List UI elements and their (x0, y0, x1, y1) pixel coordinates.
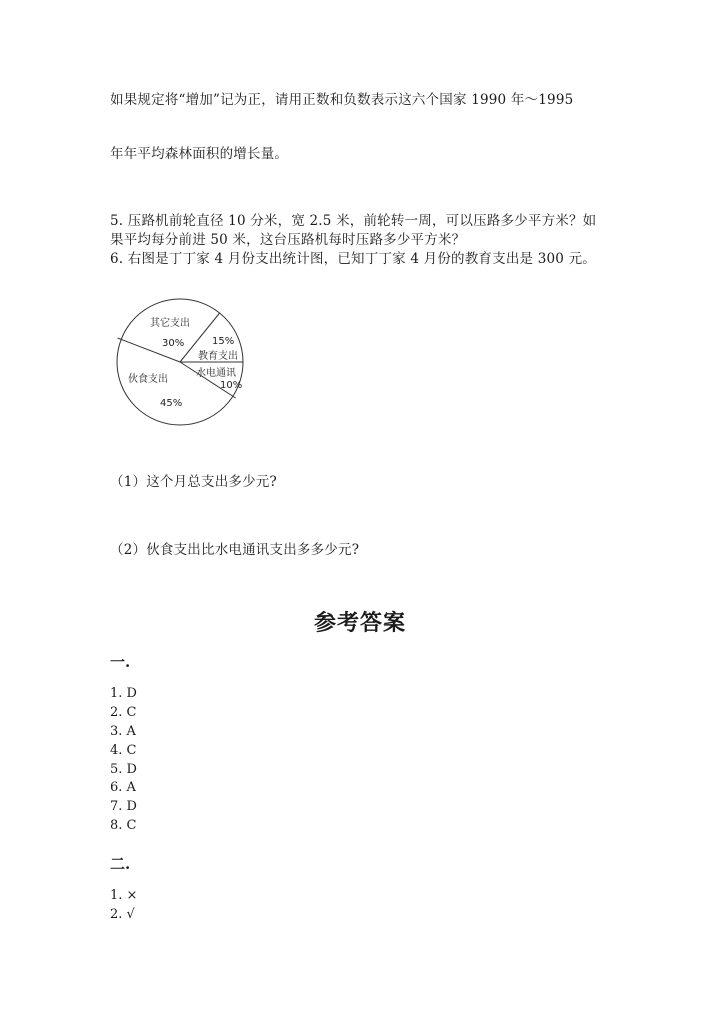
sub-question-2: （2）伙食支出比水电通讯支出多多少元? (110, 542, 360, 558)
expense-pie-chart (112, 298, 252, 428)
answer-item: 2. √ (110, 907, 135, 922)
answer-item: 5. D (110, 762, 137, 777)
answer-item: 2. C (110, 705, 137, 720)
pie-label-util-name: 水电通讯 (196, 368, 236, 379)
answer-item: 1. × (110, 888, 138, 903)
answer-item: 1. D (110, 686, 137, 701)
pie-label-other-name: 其它支出 (150, 318, 190, 329)
question-5-line-1: 5. 压路机前轮直径 10 分米，宽 2.5 米，前轮转一周，可以压路多少平方米？如 (110, 213, 597, 229)
sub-question-1: （1）这个月总支出多少元? (110, 474, 277, 490)
answer-section-2-heading: 二. (110, 855, 131, 873)
pie-label-edu-name: 教育支出 (198, 351, 238, 362)
question-6: 6. 右图是丁丁家 4 月份支出统计图，已知丁丁家 4 月份的教育支出是 300 元。 (110, 251, 596, 267)
answer-item: 7. D (110, 799, 137, 814)
answer-item: 4. C (110, 743, 137, 758)
pie-label-food-pct: 45% (160, 398, 183, 409)
pie-label-util-pct: 10% (220, 380, 243, 391)
problem-text-line-2: 年年平均森林面积的增长量。 (110, 146, 289, 162)
question-5-line-2: 果平均每分前进 50 米，这台压路机每时压路多少平方米？ (110, 232, 466, 248)
answer-item: 6. A (110, 780, 136, 795)
answer-item: 8. C (110, 818, 137, 833)
pie-label-edu-pct: 15% (212, 336, 235, 347)
answer-item: 3. A (110, 724, 136, 739)
pie-label-food-name: 伙食支出 (128, 374, 168, 385)
answer-key-title: 参考答案 (313, 610, 406, 636)
problem-text-line-1: 如果规定将“增加”记为正，请用正数和负数表示这六个国家 1990 年～1995 (110, 92, 574, 108)
answer-section-1-heading: 一. (110, 653, 131, 671)
pie-label-other-pct: 30% (162, 338, 185, 349)
